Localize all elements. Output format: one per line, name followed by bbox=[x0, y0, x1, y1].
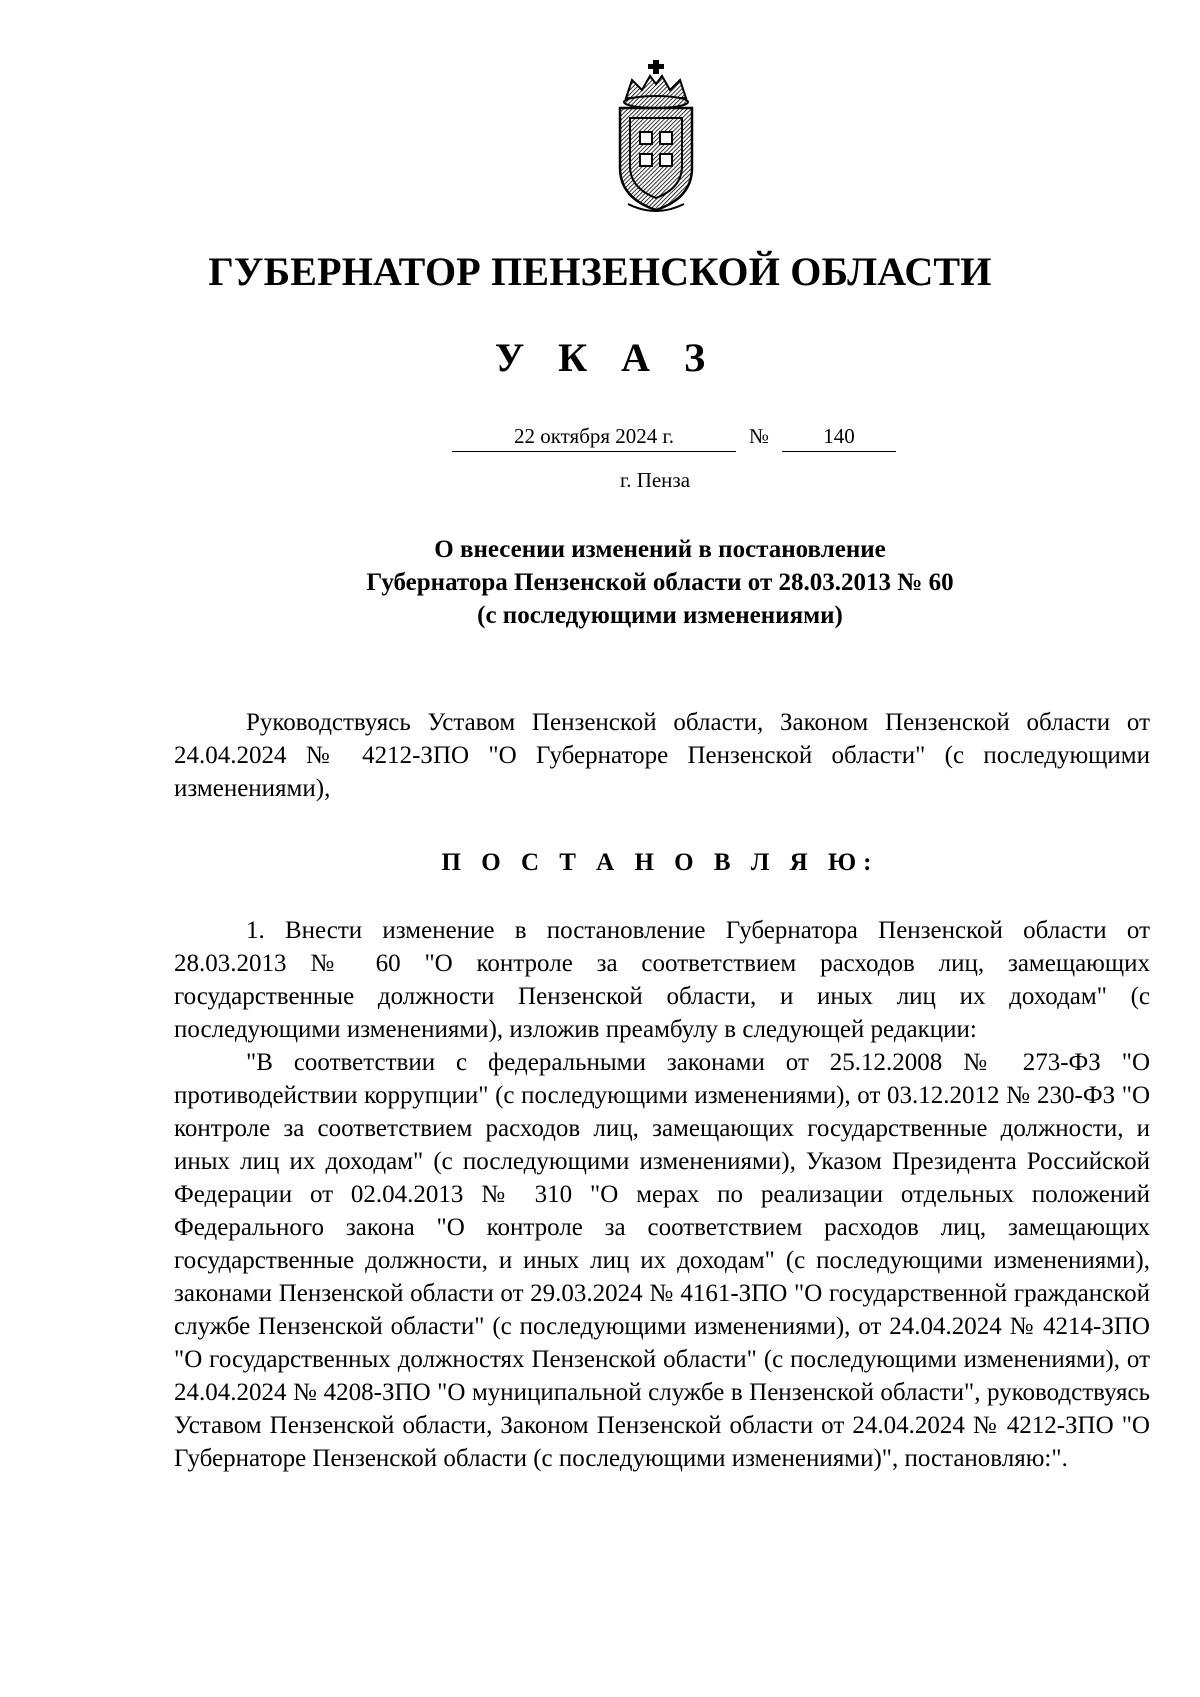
preamble-paragraph: Руководствуясь Уставом Пензенской области, Законом Пензенской области от 24.04.2024 № 4212-ЗПО "О Губернаторе Пензенской области" (с последующими изменениями), bbox=[174, 709, 1150, 802]
title-line: Губернатора Пензенской области от 28.03.2013 № 60 bbox=[366, 569, 954, 596]
authority-heading: ГУБЕРНАТОР ПЕНЗЕНСКОЙ ОБЛАСТИ bbox=[208, 249, 992, 294]
decree-body bbox=[174, 914, 1150, 1475]
decree-heading: П О С Т А Н О В Л Я Ю: bbox=[441, 849, 879, 876]
body-paragraph: "В соответствии с федеральными законами от 25.12.2008 № 273-ФЗ "О противодействии коррупции" (с последующими изменениями), от 03.12.2012 № 230-ФЗ "О контроле за соответствием расходов лиц, замещающих государственные должности, и иных лиц их доходам" (с последующими изменениями), Указом Президента Российской Федерации от 02.04.2013 № 310 "О мерах по реализации отдельных положений Федерального закона "О контроле за соответствием расходов лиц, замещающих государственные должности, и иных лиц их доходам" (с последующими изменениями), законами Пензенской области от 29.03.2024 № 4161-ЗПО "О государственной гражданской службе Пензенской области" (с последующими изменениями), от 24.04.2024 № 4214-ЗПО "О государственных должностях Пензенской области" (с последующими изменениями), от 24.04.2024 № 4208-ЗПО "О муниципальной службе в Пензенской области", руководствуясь Уставом Пензенской области, Законом Пензенской области от 24.04.2024 № 4212-ЗПО "О Губернаторе Пензенской области (с последующими изменениями)", постановляю:". bbox=[174, 1049, 1150, 1472]
document-number: 140 bbox=[782, 424, 896, 452]
title-line: (с последующими изменениями) bbox=[477, 602, 843, 629]
title-line: О внесении изменений в постановление bbox=[434, 536, 886, 563]
document-title bbox=[0, 533, 1200, 632]
preamble-block bbox=[174, 706, 1150, 805]
document-date: 22 октября 2024 г. bbox=[452, 424, 736, 452]
body-paragraph: 1. Внести изменение в постановление Губернатора Пензенской области от 28.03.2013 № 60 "О контроле за соответствием расходов лиц, замещающих государственные должности Пензенской области, и иных лиц их доходам" (с последующими изменениями), изложив преамбулу в следующей редакции: bbox=[174, 917, 1150, 1043]
coat-of-arms-emblem bbox=[606, 58, 706, 218]
document-city: г. Пенза bbox=[619, 468, 691, 492]
number-sign: № bbox=[748, 424, 770, 448]
document-type-heading: У К А З bbox=[494, 335, 718, 380]
